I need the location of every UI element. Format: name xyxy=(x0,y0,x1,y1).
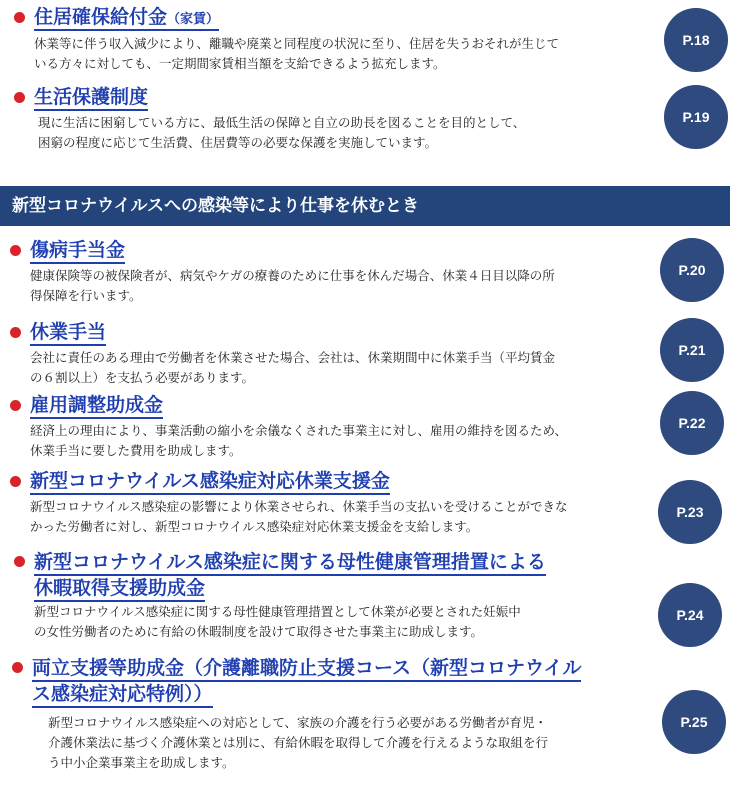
item-description: 現に生活に困窮している方に、最低生活の保障と自立の助長を図ることを目的として、 困窮の程度に応じて生活費、住居費等の必要な保護を実施しています。 xyxy=(38,115,526,150)
item-description: 会社に責任のある理由で労働者を休業させた場合、会社は、休業期間中に休業手当（平均賃金 の６割以上）を支払う必要があります。 xyxy=(30,350,556,385)
section-title: 新型コロナウイルスへの感染等により仕事を休むとき xyxy=(12,196,419,216)
item-title[interactable]: 両立支援等助成金（介護離職防止支援コース（新型コロナウイル ス感染症対応特例）） xyxy=(32,655,581,707)
red-bullet-icon xyxy=(10,327,21,338)
item-title[interactable]: 生活保護制度 xyxy=(34,85,148,109)
page-link-badge[interactable]: P.24 xyxy=(658,583,722,647)
item-title[interactable]: 雇用調整助成金 xyxy=(30,393,163,417)
item-title[interactable]: 新型コロナウイルス感染症対応休業支援金 xyxy=(30,469,390,493)
page-link-badge[interactable]: P.21 xyxy=(660,318,724,382)
item-description: 新型コロナウイルス感染症に関する母性健康管理措置として休業が必要とされた妊娠中 の女性労働者のために有給の休暇制度を設けて取得させた事業主に助成します。 xyxy=(34,604,521,639)
item-title[interactable]: 住居確保給付金（家賃） xyxy=(34,5,219,32)
item-title[interactable]: 新型コロナウイルス感染症に関する母性健康管理措置による 休暇取得支援助成金 xyxy=(34,549,546,601)
item-description: 休業等に伴う収入減少により、離職や廃業と同程度の状況に至り、住居を失うおそれが生じて いる方々に対しても、一定期間家賃相当額を支給できるよう拡充します。 xyxy=(34,36,560,71)
red-bullet-icon xyxy=(14,556,25,567)
item-title[interactable]: 休業手当 xyxy=(30,320,106,344)
page-link-badge[interactable]: P.18 xyxy=(664,8,728,72)
red-bullet-icon xyxy=(14,12,25,23)
page-link-badge[interactable]: P.20 xyxy=(660,238,724,302)
red-bullet-icon xyxy=(10,476,21,487)
page-link-badge[interactable]: P.19 xyxy=(664,85,728,149)
red-bullet-icon xyxy=(14,92,25,103)
item-description: 経済上の理由により、事業活動の縮小を余儀なくされた事業主に対し、雇用の維持を図るため、 休業手当に要した費用を助成します。 xyxy=(30,423,568,458)
item-description: 新型コロナウイルス感染症への対応として、家族の介護を行う必要がある労働者が育児・ 介護休業法に基づく介護休業とは別に、有給休暇を取得して介護を行えるような取組を行 う中小企業事業主を助成します。 xyxy=(48,715,549,770)
red-bullet-icon xyxy=(10,400,21,411)
page-link-badge[interactable]: P.23 xyxy=(658,480,722,544)
item-description: 健康保険等の被保険者が、病気やケガの療養のために仕事を休んだ場合、休業４日目以降の所 得保障を行います。 xyxy=(30,268,555,303)
item-title[interactable]: 傷病手当金 xyxy=(30,238,125,262)
page-link-badge[interactable]: P.25 xyxy=(662,690,726,754)
red-bullet-icon xyxy=(12,662,23,673)
section-header xyxy=(0,186,730,226)
item-description: 新型コロナウイルス感染症の影響により休業させられ、休業手当の支払いを受けることができな かった労働者に対し、新型コロナウイルス感染症対応休業支援金を支給します。 xyxy=(30,499,568,534)
red-bullet-icon xyxy=(10,245,21,256)
page-link-badge[interactable]: P.22 xyxy=(660,391,724,455)
